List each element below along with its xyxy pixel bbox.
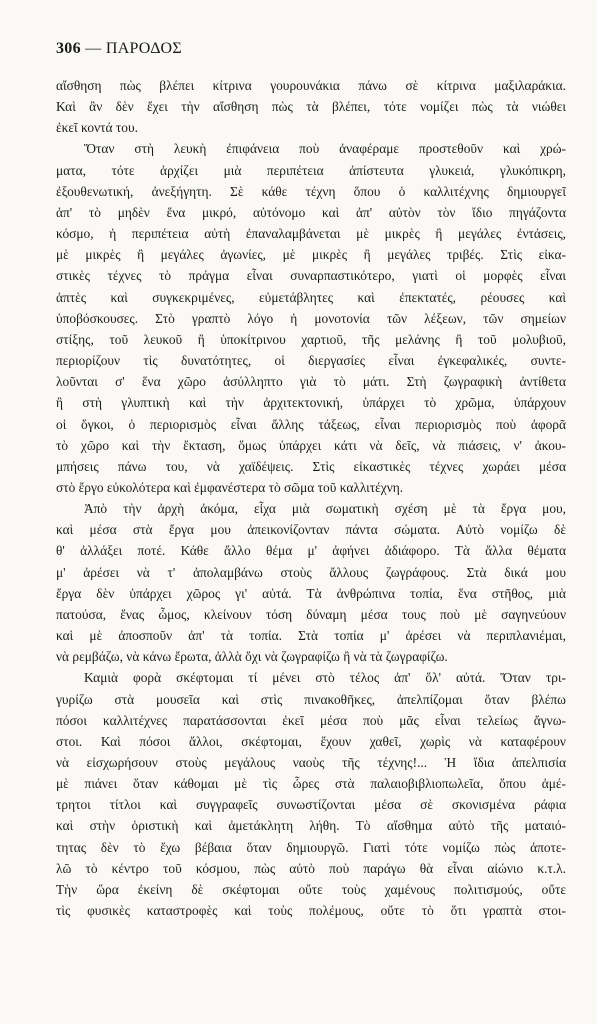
text-line: νὰ εἰσχωρήσουν στοὺς μεγάλους ναοὺς τῆς τέχνης!... Ἡ ἴδια ἀπελπισία [56, 755, 566, 770]
text-line: Τὴν ὥρα ἐκείνη δὲ σκέφτομαι οὔτε τοὺς χαμένους πολιτισμούς, οὔτε [56, 881, 566, 897]
text-line: Ὅταν στὴ λευκὴ ἐπιφάνεια ποὺ ἀναφέραμε προστεθοῦν καὶ χρώ- [84, 141, 566, 157]
text-line: τητας δὲν τὸ ἔχω βέβαια ὅταν δημιουργῶ. Γιατὶ τότε νομίζω πὼς ἀποτε- [56, 839, 566, 855]
text-line: μὲ πιάνει ὅταν κάθομαι μὲ τὶς ὧρες στὰ παλαιοβιβλιοπωλεῖα, ὅπου ἀμέ- [56, 776, 566, 792]
text-line: καὶ μέσα στὰ ἔργα μου ἀπεικονίζονταν πάντα σώματα. Αὐτὸ νομίζω δὲ [56, 522, 566, 538]
text-line: ἀπ' τὸ μηδὲν ἕνα μικρό, αὐτόνομο καὶ ἀπ' αὐτὸν τὸν ἴδιο πηγάζοντα [56, 204, 566, 220]
text-line: λοῦνται σ' ἕνα χῶρο ἀσύλληπτο γιὰ τὸ μάτι. Στὴ ζωγραφικὴ ἀντίθετα [56, 374, 566, 390]
text-line: ὑποβόσκουσες. Στὸ γραπτὸ λόγο ἡ μονοτονία τῶν λέξεων, τῶν σημείων [56, 310, 566, 326]
text-line: μὲ μικρὲς ἢ μεγάλες ἀγωνίες, μὲ μικρὲς ἢ μεγάλες τριβές. Στὶς εἰκα- [56, 247, 566, 263]
text-line: νὰ ρεμβάζω, νὰ κάνω ἔρωτα, ἀλλὰ ὄχι νὰ ζωγραφίζω ἢ νὰ τὰ ζωγραφίζω. [56, 649, 448, 665]
text-line: τὸ χῶρο καὶ τὴν ἔκταση, ὅμως ὑπάρχει κάτι νὰ δεῖς, νὰ πιάσεις, ν' ἀκου- [56, 437, 566, 453]
text-line: αἴσθηση πὼς βλέπει κίτρινα γουρουνάκια πάνω σὲ κίτρινα μαξιλαράκια. [56, 78, 566, 93]
text-line: ματα, τότε ἀρχίζει μιὰ περιπέτεια ἀπίστευτα γλυκειά, γλυκόπικρη, [56, 162, 566, 178]
text-line: περιορίζουν τὶς δυνατότητες, οἱ διεργασίες εἶναι ἐγκεφαλικές, συντε- [56, 353, 566, 369]
text-line: στικὲς τέχνες τὸ πράγμα εἶναι συναρπαστικότερο, γιατὶ οἱ μορφὲς εἶναι [56, 268, 566, 284]
body-text [56, 75, 566, 921]
text-line: μπήσεις πάνω του, νὰ χαϊδέψεις. Στὶς εἰκαστικὲς τέχνες χωράει μέσα [56, 458, 566, 474]
text-line: στὸ ἔργο εὐκολότερα καὶ ἐμφανέστερα τὸ σῶμα τοῦ καλλιτέχνη. [56, 479, 404, 495]
text-line: ἁπτὲς καὶ συγκεκριμένες, εὐμετάβλητες καὶ ἐπεκτατές, ρέουσες καὶ [56, 289, 566, 305]
text-line: Καμιὰ φορὰ σκέφτομαι τί μένει στὸ τέλος ἀπ' ὅλ' αὐτά. Ὅταν τρι- [84, 670, 566, 686]
text-line: ἐξουθενωτική, ἀνεξήγητη. Σὲ κάθε τέχνη ὅπου ὁ καλλιτέχνης δημιουργεῖ [56, 183, 566, 199]
text-line: τὶς φυσικὲς καταστροφὲς καὶ τοὺς πολέμους, οὔτε τὸ ὅτι γραπτὰ στοι- [56, 903, 566, 919]
text-line: μ' ἀρέσει νὰ τ' ἀπολαμβάνω στοὺς ἄλλους ζωγράφους. Στὰ δικά μου [56, 564, 566, 580]
text-line: κόσμο, ἡ περιπέτεια αὐτὴ ἐπαναλαμβάνεται μὲ μικρὲς ἢ μεγάλες ἐντάσεις, [56, 226, 566, 242]
text-line: Ἀπὸ τὴν ἀρχὴ ἀκόμα, εἶχα μιὰ σωματικὴ σχέση μὲ τὰ ἔργα μου, [84, 501, 566, 517]
text-line: ἐκεῖ κοντά του. [56, 120, 138, 136]
page-number: 306 [56, 40, 81, 57]
text-line: στοι. Καὶ πόσοι ἄλλοι, σκέφτομαι, ἔχουν χαθεῖ, χωρὶς νὰ καταφέρουν [56, 733, 566, 749]
header-dash: — [85, 40, 102, 57]
text-line: πόσοι καλλιτέχνες παρατάσσονται ἐκεῖ μέσα ποὺ μᾶς εἶναι τελείως ἄγνω- [56, 712, 566, 728]
text-line: καὶ μὲ ἀποσποῦν ἀπ' τὰ τοπία. Στὰ τοπία μ' ἀρέσει νὰ περιπλανιέμαι, [56, 628, 566, 644]
text-line: θ' ἀλλάξει ποτέ. Κάθε ἄλλο θέμα μ' ἀφήνει ἀδιάφορο. Τὰ ἄλλα θέματα [56, 543, 566, 559]
text-line: πατούσα, ἕνας ὦμος, κλείνουν τόση δύναμη μέσα τους ποὺ μὲ σαγηνεύουν [56, 606, 566, 622]
text-line: ἔργα δὲν ὑπάρχει χῶρος γι' αὐτά. Τὰ ἀνθρώπινα τοπία, ἕνα στῆθος, μιὰ [56, 585, 566, 601]
text-line: καὶ στὴν ὁριστικὴ καὶ ἀμετάκλητη λήθη. Τὸ αἴσθημα αὐτὸ τῆς ματαιό- [56, 818, 566, 834]
section-title: ΠΑΡΟΔΟΣ [105, 40, 182, 57]
text-line: ἢ στὴ γλυπτικὴ καὶ τὴν ἀρχιτεκτονική, ὑπάρχει τὸ χρῶμα, ὑπάρχουν [56, 395, 566, 411]
text-line: οἱ ὄγκοι, ὁ περιορισμὸς εἶναι ἄλλης τάξεως, εἶναι περιορισμὸς ποὺ ἀφορᾶ [56, 416, 566, 432]
text-line: στίξης, τοῦ λευκοῦ ἢ ὑποκίτρινου χαρτιοῦ, τῆς μελάνης ἢ τοῦ μολυβιοῦ, [56, 331, 566, 347]
text-line: Καὶ ἂν δὲν ἔχει τὴν αἴσθηση πὼς τὰ βλέπει, τότε νομίζει πὼς τὰ νιώθει [56, 99, 566, 115]
text-line: γυρίζω στὰ μουσεῖα καὶ στὶς πινακοθῆκες, ἀπελπίζομαι ὅταν βλέπω [56, 691, 566, 707]
text-line: τρητοι τίτλοι καὶ συγγραφεῖς συνωστίζονται μέσα σὲ σκονισμένα ράφια [56, 797, 566, 813]
text-line: λῶ τὸ κέντρο τοῦ κόσμου, πὼς αὐτὸ ποὺ παράγω θὰ εἶναι αἰώνιο κ.τ.λ. [56, 860, 566, 876]
running-head [56, 40, 182, 58]
